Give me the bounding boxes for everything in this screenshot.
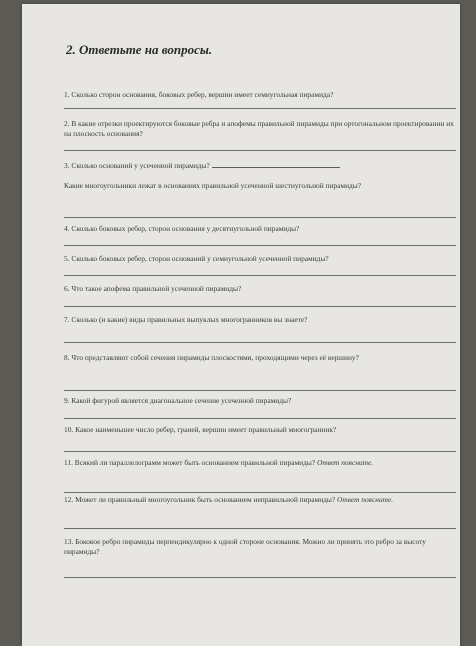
question-3b-text: Какие многоугольники лежат в основаниях правильной усеченной шестиугольной пирамиды?	[64, 181, 362, 190]
question-13	[64, 537, 456, 557]
question-12-text: 12. Может ли правильный многоугольник быть основанием неправильной пирамиды?	[64, 495, 336, 504]
answer-line-7	[64, 342, 456, 343]
question-5	[64, 254, 456, 264]
answer-line-2	[64, 150, 456, 151]
answer-line-5	[64, 275, 456, 276]
question-8	[64, 353, 456, 363]
answer-line-6	[64, 306, 456, 307]
question-5-text: 5. Сколько боковых ребер, сторон оснований у семиугольной усеченной пирамиды?	[64, 254, 329, 263]
question-12-note: Ответ поясните.	[337, 495, 394, 504]
question-9-text: 9. Какой фигурой является диагональное сечение усеченной пирамиды?	[64, 396, 292, 405]
question-1-text: 1. Сколько сторон основания, боковых ребер, вершин имеет семиугольная пирамида?	[64, 90, 334, 99]
question-2-text: 2. В какие отрезки проектируются боковые ребра и апофемы правильной пирамиды при ортогональном проектировании их на плоскость основания?	[64, 119, 454, 138]
question-2	[64, 119, 456, 139]
question-10	[64, 425, 456, 435]
question-4	[64, 224, 456, 234]
answer-line-1	[64, 108, 456, 109]
answer-line-13	[64, 577, 456, 578]
worksheet-page	[22, 4, 460, 646]
question-13-text: 13. Боковое ребро пирамиды перпендикулярно к одной стороне основания. Можно ли принять это ребро за высоту пирамиды?	[64, 537, 426, 556]
question-8-text: 8. Что представляют собой сечения пирамиды плоскостями, проходящими через её вершину?	[64, 353, 359, 362]
question-3-text: 3. Сколько оснований у усеченной пирамиды?	[64, 161, 210, 170]
answer-line-9	[64, 418, 456, 419]
answer-line-4	[64, 245, 456, 246]
question-4-text: 4. Сколько боковых ребер, сторон основания у десятиугольной пирамиды?	[64, 224, 300, 233]
question-3	[64, 161, 456, 171]
answer-line-3	[212, 167, 340, 168]
question-6	[64, 284, 456, 294]
question-12	[64, 495, 456, 505]
question-7-text: 7. Сколько (и какие) виды правильных выпуклых многогранников вы знаете?	[64, 315, 308, 324]
question-11-text: 11. Всякий ли параллелограмм может быть основанием правильной пирамиды?	[64, 458, 316, 467]
answer-line-10	[64, 451, 456, 452]
question-3b	[64, 181, 456, 191]
section-title: 2. Ответьте на вопросы.	[66, 42, 213, 57]
answer-line-8	[64, 390, 456, 391]
question-11	[64, 458, 456, 468]
answer-line-11	[64, 492, 456, 493]
question-9	[64, 396, 456, 406]
question-6-text: 6. Что такое апофема правильной усеченной пирамиды?	[64, 284, 242, 293]
answer-line-3b	[64, 217, 456, 218]
answer-line-12	[64, 528, 456, 529]
question-1	[64, 90, 456, 100]
question-7	[64, 315, 456, 325]
question-11-note: Ответ поясните.	[316, 458, 374, 467]
question-10-text: 10. Какое наименьшее число ребер, граней, вершин имеет правильный многогранник?	[64, 425, 337, 434]
